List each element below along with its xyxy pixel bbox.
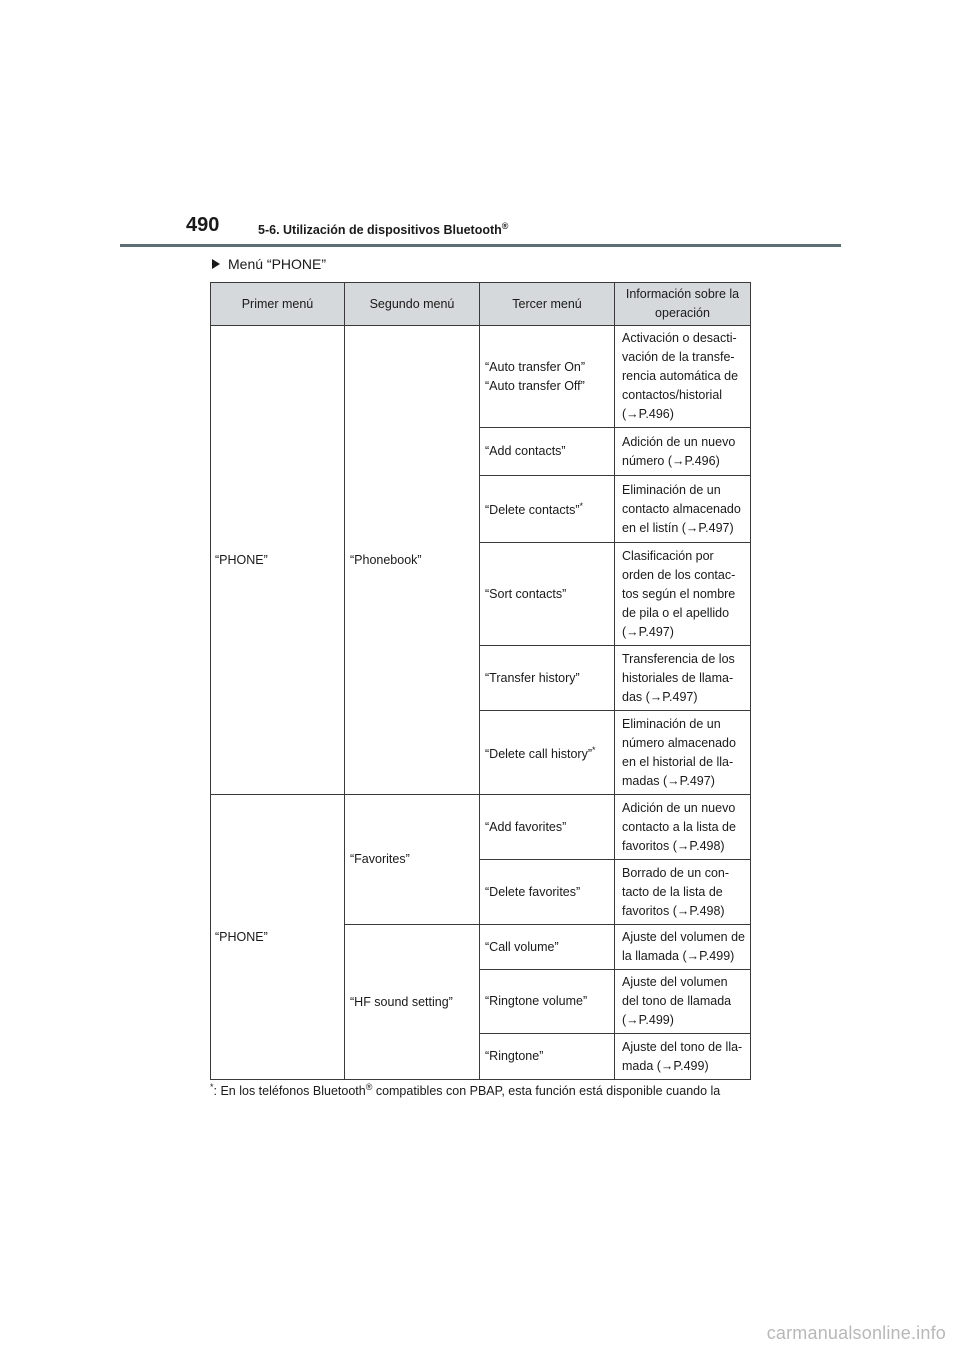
info-cell: Clasificación por orden de los contac- tos según el nombre de pila o el apellido (→P.497): [615, 543, 751, 646]
second-menu-cell: “Phonebook”: [345, 326, 480, 795]
third-menu-text: “Auto transfer On” “Auto transfer Off”: [485, 359, 586, 393]
footnote-mark: *: [579, 501, 583, 512]
table-header-row: [211, 283, 751, 326]
info-cell: Adición de un nuevo contacto a la lista de favoritos (→P.498): [615, 795, 751, 860]
table-row: [211, 795, 751, 860]
third-menu-cell: “Delete favorites”: [480, 860, 615, 925]
header-third-menu: Tercer menú: [480, 283, 615, 326]
info-cell: Eliminación de un contacto almacenado en el listín (→P.497): [615, 476, 751, 543]
section-title: [258, 221, 508, 237]
third-menu-cell: “Ringtone volume”: [480, 970, 615, 1034]
section-title-text: 5-6. Utilización de dispositivos Bluetooth: [258, 223, 502, 238]
third-menu-cell: “Transfer history”: [480, 646, 615, 711]
third-menu-cell: “Add contacts”: [480, 428, 615, 476]
watermark: carmanualsonline.info: [766, 1323, 946, 1343]
footnote-registered-mark: ®: [365, 1082, 373, 1092]
header-first-menu: Primer menú: [211, 283, 345, 326]
header-rule: [120, 244, 841, 247]
page-number: 490: [186, 214, 220, 236]
registered-mark: ®: [501, 221, 509, 231]
footnote-suffix: compatibles con PBAP, esta función está disponible cuando la: [372, 1084, 721, 1099]
info-cell: Ajuste del volumen del tono de llamada (→P.499): [615, 970, 751, 1034]
third-menu-cell: “Sort contacts”: [480, 543, 615, 646]
footnote-mark: *: [591, 744, 596, 755]
third-menu-cell: [480, 476, 615, 543]
info-cell: Eliminación de un número almacenado en el historial de lla- madas (→P.497): [615, 711, 751, 795]
info-cell: Transferencia de los historiales de llama- das (→P.497): [615, 646, 751, 711]
second-menu-cell: “Favorites”: [345, 795, 480, 925]
triangle-bullet-icon: [212, 259, 220, 269]
second-menu-cell: “HF sound setting”: [345, 925, 480, 1080]
footnote-prefix: : En los teléfonos Bluetooth: [213, 1084, 366, 1099]
third-menu-cell: [480, 711, 615, 795]
info-cell: Adición de un nuevo número (→P.496): [615, 428, 751, 476]
footnote-asterisk: *: [210, 1082, 214, 1092]
third-menu-cell: “Call volume”: [480, 925, 615, 970]
third-menu-cell: “Add favorites”: [480, 795, 615, 860]
info-cell: Ajuste del volumen de la llamada (→P.499): [615, 925, 751, 970]
info-cell: Ajuste del tono de lla- mada (→P.499): [615, 1034, 751, 1080]
info-cell: Activación o desacti- vación de la transfe- rencia automática de contactos/historial (→P.496): [615, 326, 751, 428]
table-row: [211, 326, 751, 428]
third-menu-cell: [480, 326, 615, 428]
first-menu-cell: “PHONE”: [211, 795, 345, 1080]
footnote: [210, 1082, 720, 1098]
third-menu-text: “Delete call history”: [485, 747, 592, 762]
third-menu-cell: “Ringtone”: [480, 1034, 615, 1080]
menu-heading: [212, 256, 326, 272]
phone-menu-table: [210, 282, 751, 1080]
third-menu-text: “Delete contacts”: [485, 503, 580, 518]
menu-heading-text: Menú “PHONE”: [228, 256, 327, 272]
header-second-menu: Segundo menú: [345, 283, 480, 326]
info-cell: Borrado de un con- tacto de la lista de favoritos (→P.498): [615, 860, 751, 925]
first-menu-cell: “PHONE”: [211, 326, 345, 795]
header-operation-info: Información sobre la operación: [615, 283, 751, 326]
